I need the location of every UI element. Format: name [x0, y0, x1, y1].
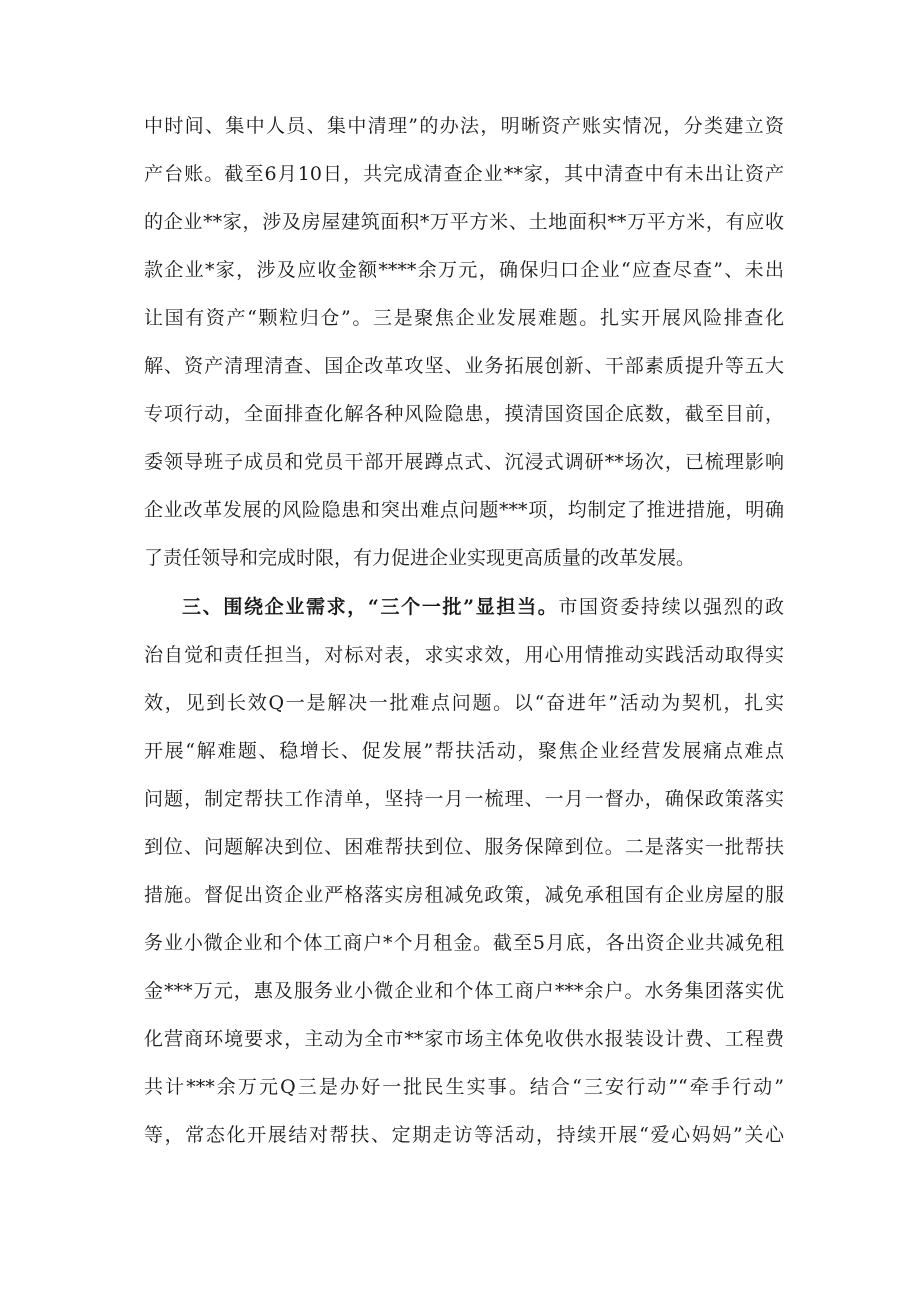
paragraph-line: 产台账。截至6月10日，共完成清查企业**家，其中清查中有未出让资产: [144, 163, 784, 185]
paragraph-line: 让国有资产“颗粒归仓”。三是聚焦企业发展难题。扎实开展风险排查化: [144, 307, 784, 329]
paragraph-line: 措施。督促出资企业严格落实房租减免政策，减免承租国有企业房屋的服: [144, 884, 784, 906]
paragraph-line: 专项行动，全面排查化解各种风险隐患，摸清国资国企底数，截至目前，: [144, 403, 784, 425]
paragraph-line: 中时间、集中人员、集中清理”的办法，明晰资产账实情况，分类建立资: [144, 115, 784, 137]
paragraph-line: 解、资产清理清查、国企改革攻坚、业务拓展创新、干部素质提升等五大: [144, 355, 784, 377]
paragraph-line: 治自觉和责任担当，对标对表，求实求效，用心用情推动实践活动取得实: [144, 644, 784, 666]
paragraph-line-rest: 市国资委持续以强烈的政: [558, 596, 784, 618]
paragraph-line: 了责任领导和完成时限，有力促进企业实现更高质量的改革发展。: [144, 547, 696, 569]
paragraph-line: 金***万元，惠及服务业小微企业和个体工商户***余户。水务集团落实优: [144, 980, 784, 1002]
paragraph-line: 化营商环境要求，主动为全市**家市场主体免收供水报装设计费、工程费: [144, 1028, 784, 1050]
paragraph-line: 等，常态化开展结对帮扶、定期走访等活动，持续开展“爱心妈妈”关心: [144, 1124, 784, 1146]
paragraph-line: 到位、问题解决到位、困难帮扶到位、服务保障到位。二是落实一批帮扶: [144, 836, 784, 858]
paragraph-line: 共计***余万元Q三是办好一批民生实事。结合“三安行动”“牵手行动”: [144, 1076, 784, 1098]
paragraph-line: 开展“解难题、稳增长、促发展”帮扶活动，聚焦企业经营发展痛点难点: [144, 740, 784, 762]
paragraph-line: 问题，制定帮扶工作清单，坚持一月一梳理、一月一督办，确保政策落实: [144, 788, 784, 810]
paragraph-line: 的企业**家，涉及房屋建筑面积*万平方米、土地面积**万平方米，有应收: [144, 211, 784, 233]
paragraph-line: 委领导班子成员和党员干部开展蹲点式、沉浸式调研**场次，已梳理影响: [144, 451, 784, 473]
paragraph-line: 效，见到长效Q一是解决一批难点问题。以“奋进年”活动为契机，扎实: [144, 692, 784, 714]
paragraph-line: 企业改革发展的风险隐患和突出难点问题***项，均制定了推进措施，明确: [144, 499, 784, 521]
paragraph-line: 务业小微企业和个体工商户*个月租金。截至5月底，各出资企业共减免租: [144, 932, 784, 954]
paragraph-first-line: [144, 592, 784, 622]
section-heading: 三、围绕企业需求，“三个一批”显担当。: [182, 596, 559, 618]
paragraph-line: 款企业*家，涉及应收金额****余万元，确保归口企业“应查尽查”、未出: [144, 259, 784, 281]
